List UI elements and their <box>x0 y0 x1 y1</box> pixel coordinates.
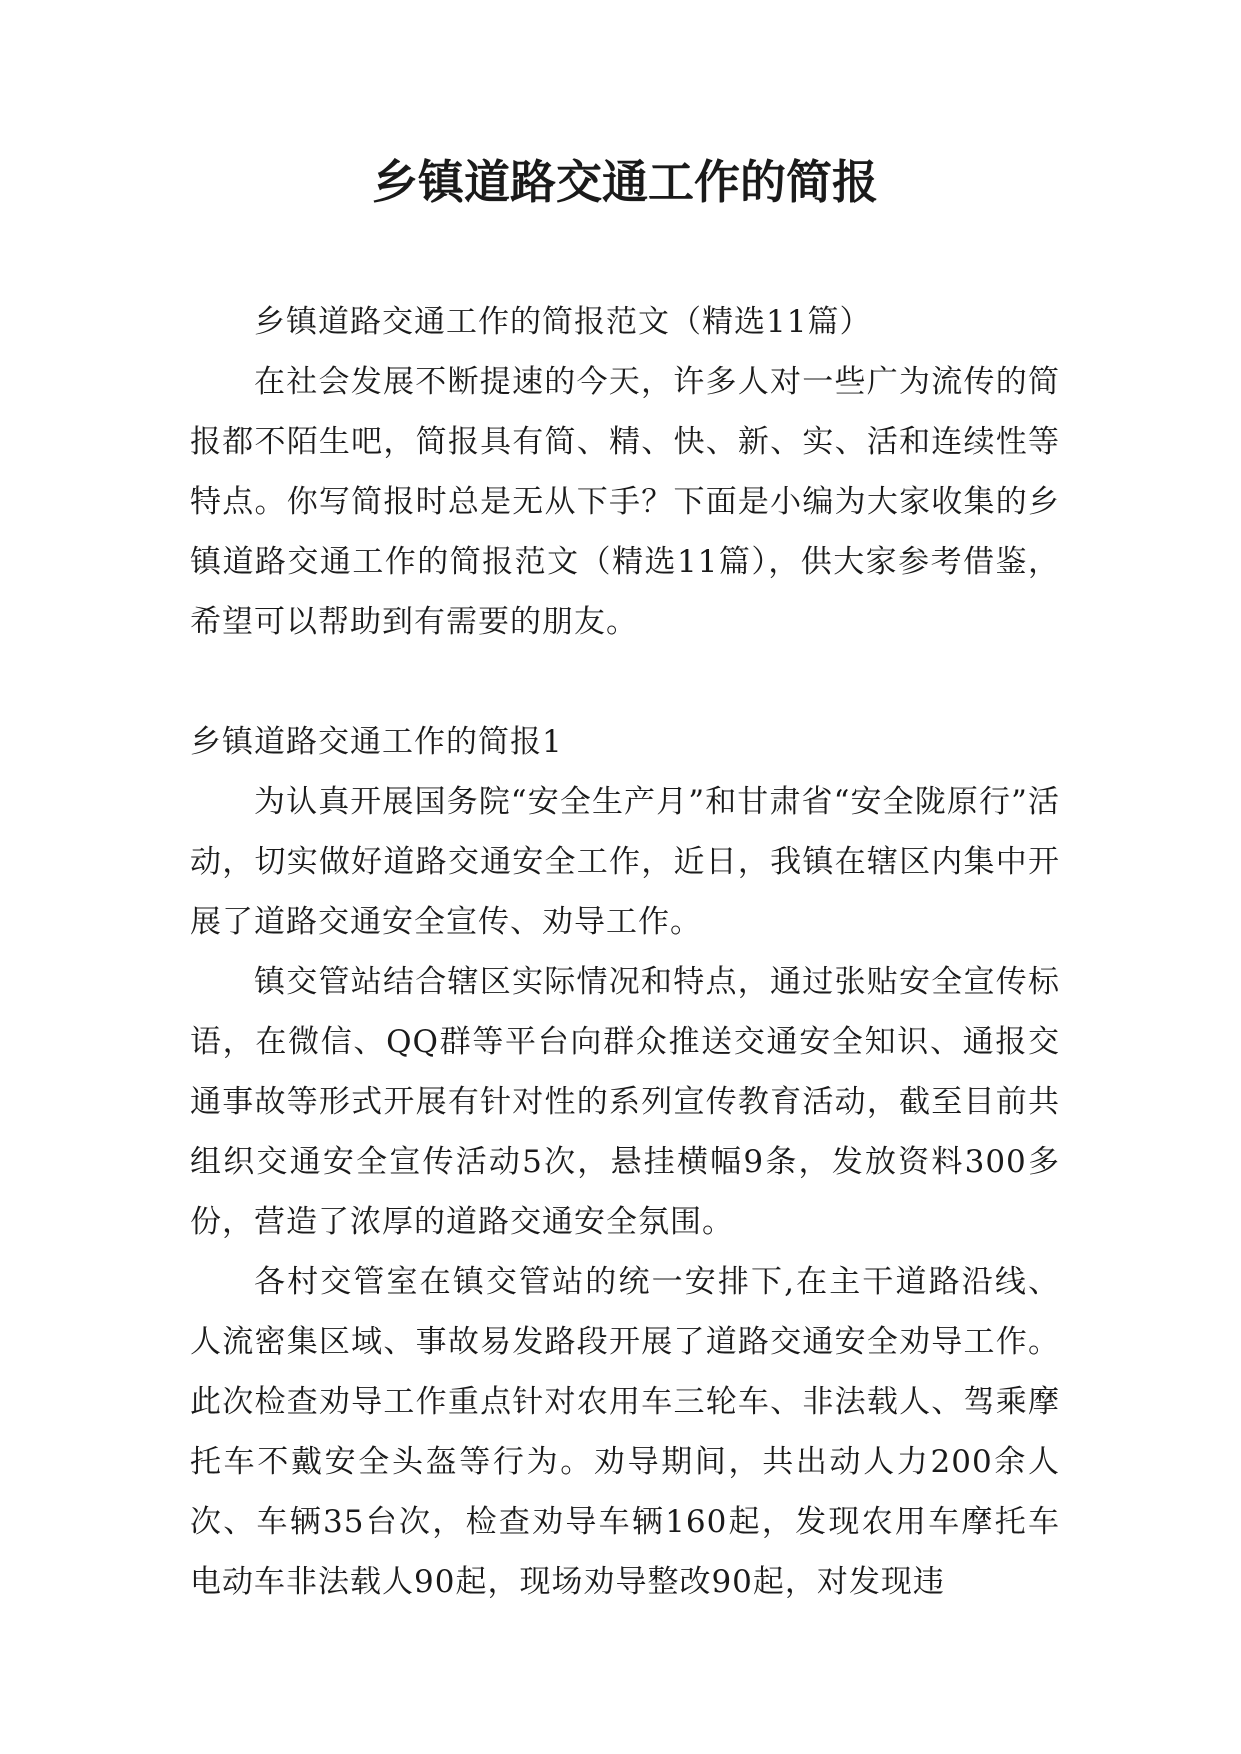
section-paragraph: 为认真开展国务院“安全生产月”和甘肃省“安全陇原行”活动，切实做好道路交通安全工作，近日，我镇在辖区内集中开展了道路交通安全宣传、劝导工作。 <box>190 784 1060 940</box>
document-title: 乡镇道路交通工作的简报 <box>372 155 878 209</box>
section-heading: 乡镇道路交通工作的简报1 <box>190 724 563 760</box>
section-paragraph: 镇交管站结合辖区实际情况和特点，通过张贴安全宣传标语，在微信、QQ群等平台向群众推送交通安全知识、通报交通事故等形式开展有针对性的系列宣传教育活动，截至目前共组织交通安全宣传活动5次，悬挂横幅9条，发放资料300多份，营造了浓厚的道路交通安全氛围。 <box>190 964 1060 1240</box>
document-subtitle: 乡镇道路交通工作的简报范文（精选11篇） <box>254 304 872 340</box>
section-paragraph: 各村交管室在镇交管站的统一安排下,在主干道路沿线、人流密集区域、事故易发路段开展了道路交通安全劝导工作。此次检查劝导工作重点针对农用车三轮车、非法载人、驾乘摩托车不戴安全头盔等行为。劝导期间，共出动人力200余人次、车辆35台次，检查劝导车辆160起，发现农用车摩托车电动车非法载人90起，现场劝导整改90起，对发现违 <box>190 1264 1060 1600</box>
document-body <box>190 292 1060 1612</box>
intro-paragraph: 在社会发展不断提速的今天，许多人对一些广为流传的简报都不陌生吧，简报具有简、精、快、新、实、活和连续性等特点。你写简报时总是无从下手？下面是小编为大家收集的乡镇道路交通工作的简报范文（精选11篇），供大家参考借鉴，希望可以帮助到有需要的朋友。 <box>190 364 1060 640</box>
section-gap <box>190 652 1060 712</box>
